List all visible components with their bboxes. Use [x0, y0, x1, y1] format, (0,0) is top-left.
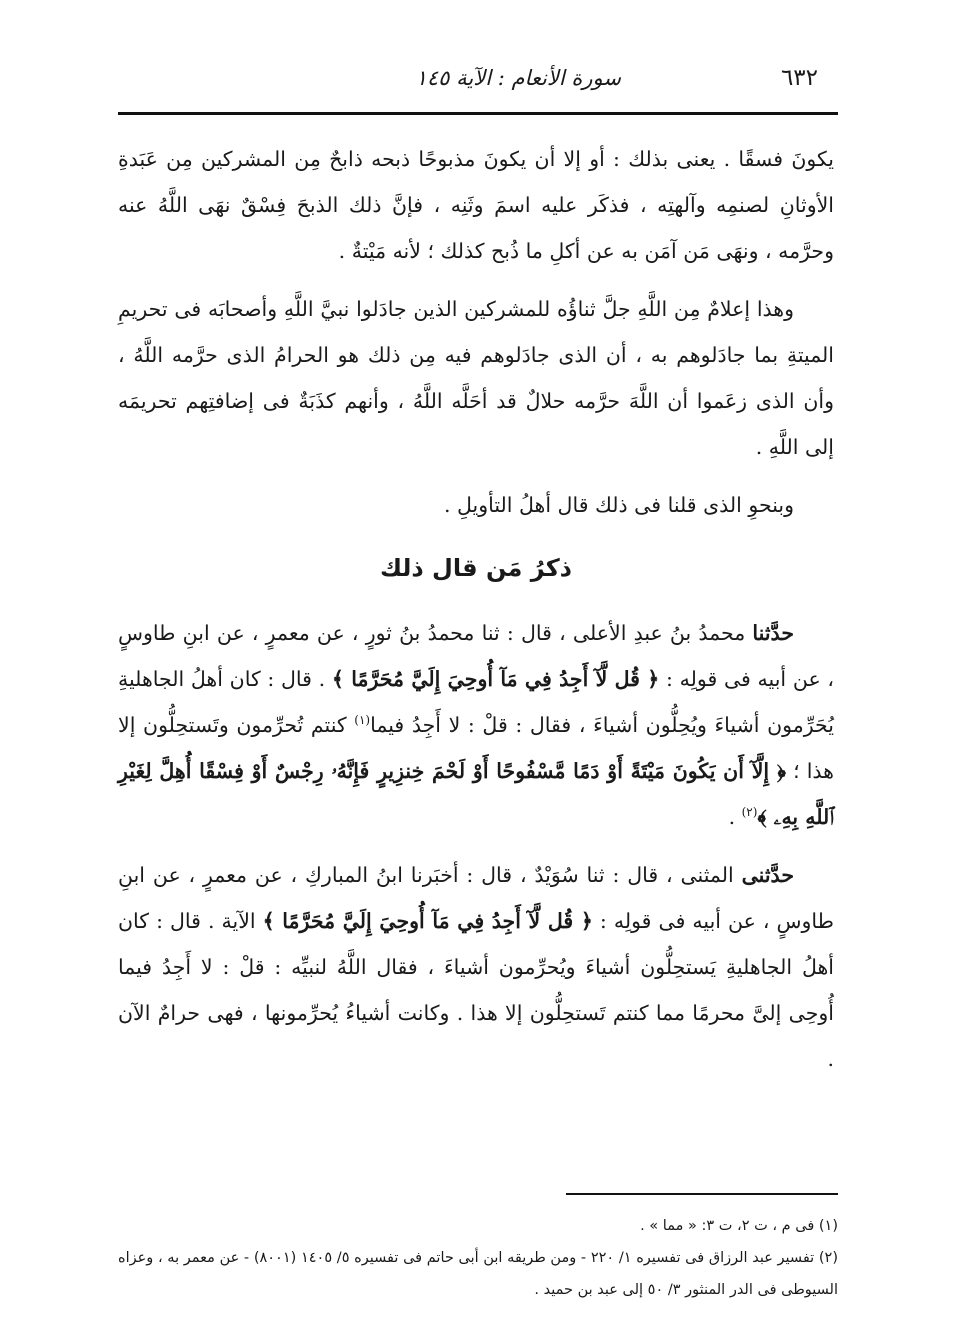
- main-text: [118, 136, 834, 1094]
- hadith-1-quran-b: ﴿ إِلَّآ أَن يَكُونَ مَيْتَةً أَوْ دَمًا مَّسْفُوحًا أَوْ لَحْمَ خِنزِيرٍ فَإِنَّهُۥ رِجْسٌ أَوْ فِسْقًا أُهِلَّ لِغَيْرِ ٱللَّهِ بِهِۦ ﴾: [118, 759, 834, 829]
- paragraph-2: وهذا إعلامٌ مِن اللَّهِ جلَّ ثناؤُه للمشركين الذين جادَلوا نبيَّ اللَّهِ وأصحابَه فى تحريمِ الميتةِ بما جادَلوهم به ، أن الذى جادَلوهم فيه مِن ذلك هو الحرامُ الذى حرَّمه اللَّهُ ، وأن الذى زعَموا أن اللَّهَ حرَّمه حلالٌ قد أحَلَّه اللَّهُ ، وأنهم كذَبَةٌ فى إضافتِهم تحريمَه إلى اللَّهِ .: [118, 297, 834, 459]
- footnote-1: (١) فى م ، ت ٢، ت ٣: « مما » .: [640, 1218, 838, 1234]
- footnote-rule: [566, 1193, 838, 1195]
- paragraph-1: يكونَ فسقًا . يعنى بذلك : أو إلا أن يكونَ مذبوحًا ذبحه ذابحٌ مِن المشركين مِن عَبَدةِ الأوثانِ لصنمِه وآلهتِه ، فذكَر عليه اسمَ وثَنِه ، فإنَّ ذلك الذبحَ فِسْقٌ نهَى اللَّهُ عنه وحرَّمه ، ونهَى مَن آمَن به عن أكلِ ما ذُبح كذلك ؛ لأنه مَيْتةٌ .: [118, 147, 834, 263]
- page-number: ٦٣٢: [780, 65, 818, 91]
- footnote-2: (٢) تفسير عبد الرزاق فى تفسيره ١/ ٢٢٠ - ومن طريقه ابن أبى حاتم فى تفسيره ٥/ ١٤٠٥ (٨٠٠١) - عن معمر به ، وعزاه السيوطى فى الدر المنثور ٣/ ٥٠ إلى عبد بن حميد .: [118, 1250, 839, 1298]
- hadith-paragraph-1: [118, 610, 834, 840]
- header-rule: [118, 112, 838, 115]
- footnote-ref-2[interactable]: (٢): [741, 805, 758, 820]
- running-title: سورة الأنعام : الآية ١٤٥: [415, 66, 621, 90]
- hadith-2-lead: حدَّثنى: [741, 863, 794, 887]
- paragraph-3: وبنحوِ الذى قلنا فى ذلك قال أهلُ التأويلِ .: [443, 493, 794, 517]
- hadith-2-text-a: المثنى ، قال : ثنا سُوَيْدٌ ، قال : أخبَرنا ابنُ المباركِ ، عن معمرٍ ، عن ابنِ طاوسٍ ، عن أبيه فى قولِه :: [118, 863, 834, 933]
- footnotes: [118, 1210, 838, 1306]
- hadith-1-lead: حدَّثنا: [752, 621, 794, 645]
- hadith-paragraph-2: [118, 852, 834, 1082]
- hadith-1-text-d: .: [728, 805, 742, 829]
- hadith-1-quran-a: ﴿ قُل لَّآ أَجِدُ فِي مَآ أُوحِيَ إِلَيَّ مُحَرَّمًا ﴾: [331, 667, 660, 691]
- hadith-2-quran-a: ﴿ قُل لَّآ أَجِدُ فِي مَآ أُوحِيَ إِلَيَّ مُحَرَّمًا ﴾: [262, 909, 593, 933]
- hadith-1-text-a: محمدُ بنُ عبدِ الأعلى ، قال : ثنا محمدُ بنُ ثورٍ ، عن معمرٍ ، عن ابنِ طاوسٍ ، عن أبيه فى قولِه :: [118, 621, 834, 691]
- hadith-2-text-b: الآية . قال : كان أهلُ الجاهليةِ يَستحِلُّون أشياءَ ويُحرِّمون أشياءَ ، فقال اللَّهُ لنبيِّه : قلْ : لا أَجِدُ فيما أُوحِى إلىَّ محرمًا مما كنتم تَستحِلُّون إلا هذا . وكانت أشياءُ يُحرِّمونها ، فهى حرامٌ الآن .: [118, 909, 834, 1071]
- hadith-1-text-c: كنتم تُحرِّمون وتَستحِلُّون إلا هذا ؛: [118, 713, 834, 783]
- footnote-ref-1[interactable]: (١): [354, 713, 371, 728]
- hadith-1-text-b: . قال : كان أهلُ الجاهليةِ يُحَرِّمون أشياءَ ويُحِلُّون أشياءَ ، فقال : قلْ : لا أَجِدُ فيما: [118, 667, 834, 737]
- page-header: [118, 58, 838, 98]
- section-heading: ذكرُ مَن قال ذلك: [380, 554, 572, 582]
